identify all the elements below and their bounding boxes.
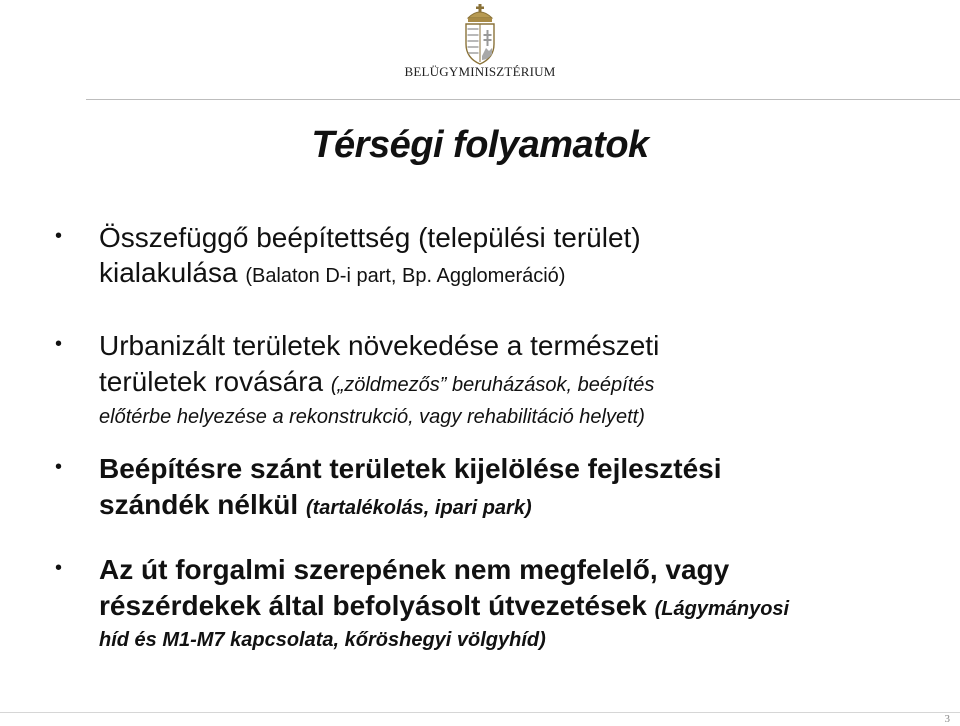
bullet-1-line-2 (99, 257, 565, 289)
bullet-dot: • (55, 225, 63, 247)
bullet-3-note: (tartalékolás, ipari park) (305, 497, 532, 519)
bullet-2-line-1: Urbanizált területek növekedése a természeti (99, 330, 660, 361)
bullet-2-line-2 (99, 366, 654, 398)
bullet-3-line-2 (99, 489, 532, 521)
header-divider (86, 99, 960, 100)
bullet-1-text: kialakulása (99, 257, 246, 288)
ministry-name: BELÜGYMINISZTÉRIUM (404, 64, 556, 79)
page-number: 3 (944, 713, 950, 725)
bullet-2-line-3: előtérbe helyezése a rekonstrukció, vagy rehabilitáció helyett) (99, 406, 645, 428)
bullet-4-line-2 (99, 590, 789, 622)
bullet-dot: • (55, 333, 63, 355)
bullet-dot: • (55, 557, 63, 579)
bullet-2-note: („zöldmezős” beruházások, beépítés (330, 374, 655, 396)
bullet-2-text: területek rovására (99, 366, 331, 397)
bullet-dot: • (55, 456, 63, 478)
bullet-4-text: részérdekek által befolyásolt útvezetések (99, 590, 655, 621)
bullet-4-note: (Lágymányosi (654, 598, 790, 620)
footer-divider (0, 712, 960, 713)
bullet-4-line-3: híd és M1-M7 kapcsolata, kőröshegyi völgyhíd) (99, 629, 546, 651)
bullet-3-text: szándék nélkül (99, 489, 306, 520)
bullet-3-line-1: Beépítésre szánt területek kijelölése fejlesztési (99, 453, 722, 484)
slide-title: Térségi folyamatok (311, 124, 649, 166)
bullet-4-line-1: Az út forgalmi szerepének nem megfelelő, vagy (99, 554, 730, 585)
coat-of-arms-icon (462, 4, 498, 66)
bullet-1-line-1: Összefüggő beépítettség (települési terület) (99, 222, 641, 253)
bullet-1-note: (Balaton D-i part, Bp. Agglomeráció) (245, 265, 566, 287)
